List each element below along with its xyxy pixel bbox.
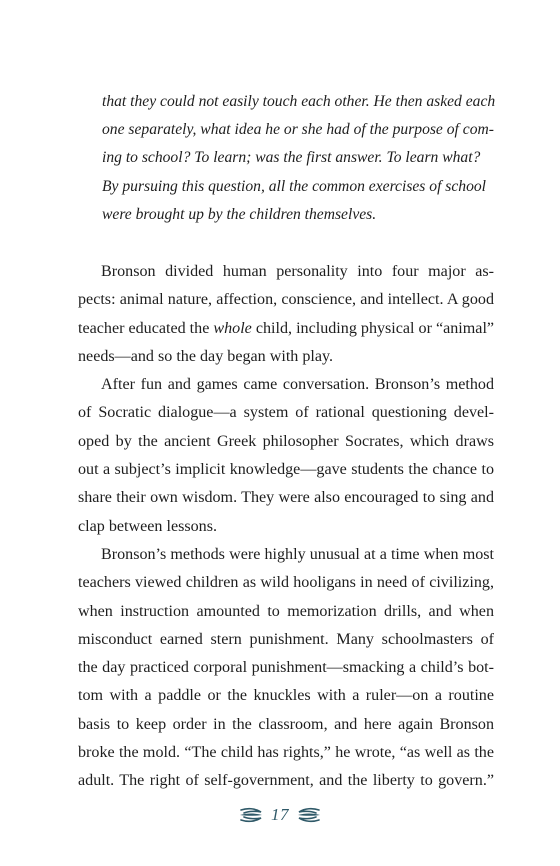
paragraph-2-line: of Socratic dialogue—a system of rational questioning devel- — [78, 404, 494, 422]
paragraph-2-line: After fun and games came conversation. Bronson’s method — [101, 376, 494, 394]
text-run: child, including physical or “animal” — [251, 319, 495, 337]
paragraph-3-line: misconduct earned stern punishment. Many schoolmasters of — [78, 630, 494, 648]
paragraph-3-line: the day practiced corporal punishment—smacking a child’s bot- — [78, 659, 494, 677]
quote-line: one separately, what idea he or she had of the purpose of com- — [102, 121, 494, 139]
quote-line: that they could not easily touch each other. He then asked each — [102, 93, 496, 110]
paragraph-1-line: Bronson divided human personality into four major as- — [101, 263, 494, 280]
paragraph-1-line — [78, 315, 494, 343]
body-text — [78, 258, 494, 796]
paragraph-3-line: tom with a paddle or the knuckles with a ruler—on a routine — [78, 687, 494, 705]
page-number: 17 — [271, 805, 289, 824]
paragraph-3-line: Bronson’s methods were highly unusual at a time when most — [101, 545, 494, 563]
text-run: teacher educated the — [78, 319, 214, 337]
swirl-ornament-left-icon — [239, 807, 263, 823]
quote-line: were brought up by the children themselves. — [102, 205, 377, 223]
paragraph-2-line: share their own wisdom. They were also encouraged to sing and — [78, 489, 494, 507]
paragraph-3-line: basis to keep order in the classroom, and here again Bronson — [78, 715, 494, 733]
paragraph-2-line: clap between lessons. — [78, 517, 217, 535]
quote-line: By pursuing this question, all the common exercises of school — [102, 177, 487, 195]
paragraph-1-line: pects: animal nature, affection, conscience, and intellect. A good — [78, 291, 494, 309]
quote-line: ing to school? To learn; was the first answer. To learn what? — [102, 149, 481, 167]
paragraph-3-line: broke the mold. “The child has rights,” he wrote, “as well as the — [78, 744, 494, 762]
block-quote — [102, 88, 496, 229]
paragraph-2-line: out a subject’s implicit knowledge—gave students the chance to — [78, 461, 494, 479]
paragraph-1-line: needs—and so the day began with play. — [78, 347, 334, 365]
paragraph-3-line: adult. The right of self-government, and the liberty to govern.” — [78, 772, 494, 790]
emphasis-whole: whole — [213, 319, 252, 337]
swirl-ornament-right-icon — [297, 807, 321, 823]
paragraph-3-line: teachers viewed children as wild hooligans in need of civilizing, — [78, 574, 494, 592]
paragraph-3-line: when instruction amounted to memorization drills, and when — [78, 602, 494, 620]
paragraph-2-line: oped by the ancient Greek philosopher Socrates, which draws — [78, 432, 494, 450]
page-folio — [0, 800, 560, 830]
